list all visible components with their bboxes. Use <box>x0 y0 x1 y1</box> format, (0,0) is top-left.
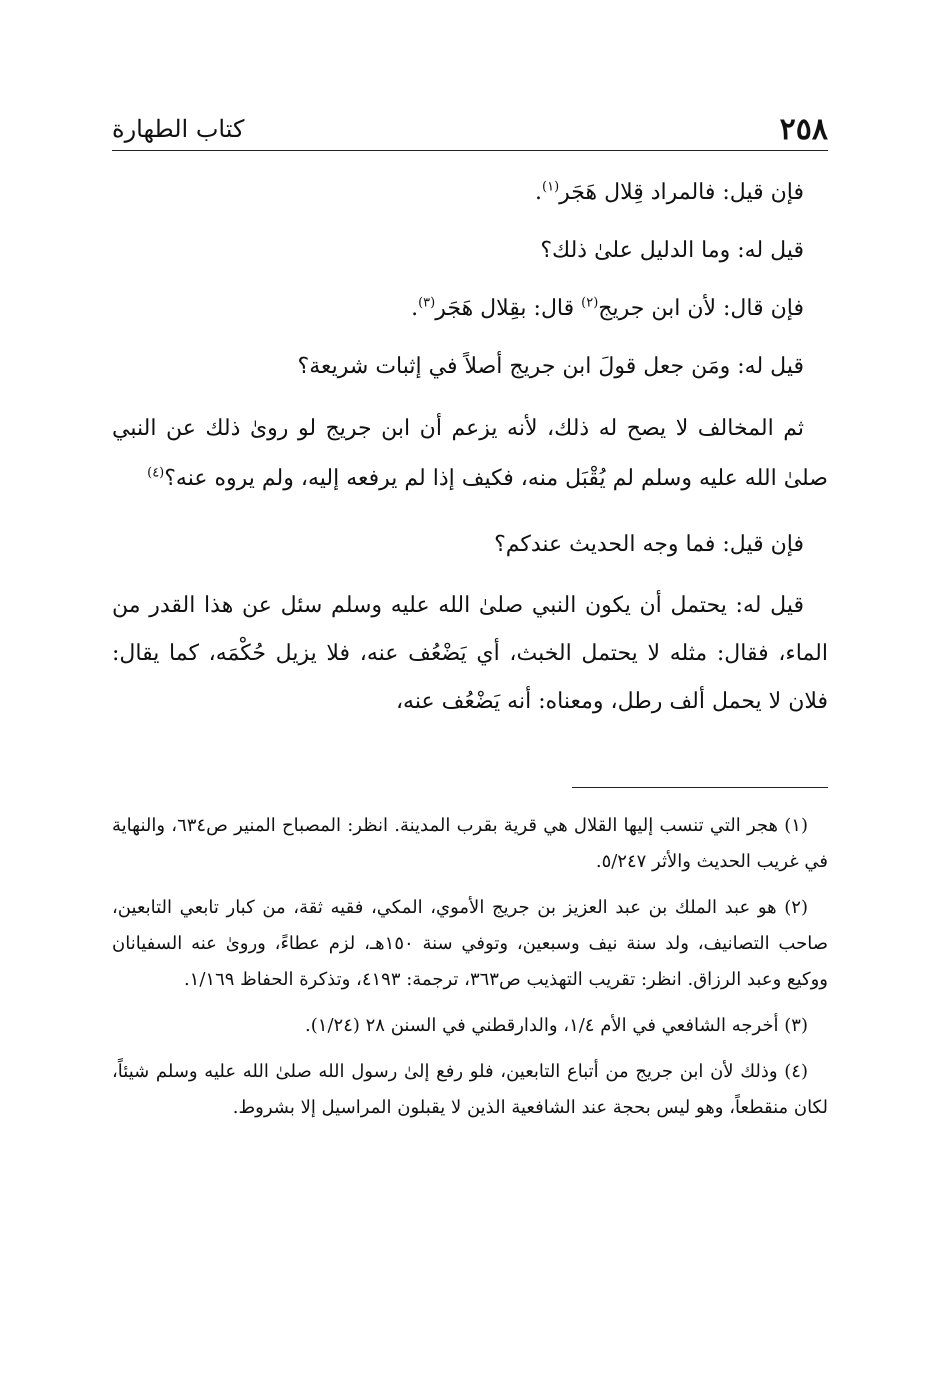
page-number: ٢٥٨ <box>779 111 828 147</box>
footnote-ref-1: (١) <box>542 179 560 195</box>
paragraph-3: فإن قال: لأن ابن جريج$^{(٢)}$ قال: بقِلال هَجَر$^{(٣)}$. <box>411 295 804 321</box>
paragraph-5: ثم المخالف لا يصح له ذلك، لأنه يزعم أن ابن جريج لو روىٰ ذلك عن النبي صلىٰ الله عليه وسلم لم يُقْبَل منه، فكيف إذا لم يرفعه إليه، ولم يروه عنه؟$^{(٤)}$ <box>112 416 828 491</box>
page-header <box>112 110 828 148</box>
footnote-separator <box>572 787 828 788</box>
main-text <box>112 164 828 726</box>
footnote-ref-2: (٢) <box>581 295 599 311</box>
footnote-4: (٤) وذلك لأن ابن جريج من أتباع التابعين، فلو رفع إلىٰ رسول الله صلىٰ الله عليه وسلم شيئاً، لكان منقطعاً، وهو ليس بحجة عند الشافعية الذين لا يقبلون المراسيل إلا بشروط. <box>112 1061 828 1118</box>
footnote-1: (١) هجر التي تنسب إليها القلال هي قرية بقرب المدينة. انظر: المصباح المنير ص٦٣٤، والنهاية في غريب الحديث والأثر ٥/٢٤٧. <box>112 815 828 872</box>
paragraph-2: قيل له: وما الدليل علىٰ ذلك؟ <box>540 238 804 263</box>
footnote-3: (٣) أخرجه الشافعي في الأم ١/٤، والدارقطني في السنن ٢٨ (١/٢٤). <box>305 1015 808 1036</box>
paragraph-6: فإن قيل: فما وجه الحديث عندكم؟ <box>494 532 804 557</box>
paragraph-1: فإن قيل: فالمراد قِلال هَجَر$^{(١)}$. <box>535 179 804 205</box>
footnote-ref-4: (٤) <box>147 465 165 481</box>
paragraph-4: قيل له: ومَن جعل قولَ ابن جريج أصلاً في إثبات شريعة؟ <box>297 354 804 379</box>
paragraph-7: قيل له: يحتمل أن يكون النبي صلىٰ الله عليه وسلم سئل عن هذا القدر من الماء، فقال: مثله لا يحتمل الخبث، أي يَضْعُف عنه، فلا يزيل حُكْمَه، كما يقال: فلان لا يحمل ألف رطل، ومعناه: أنه يَضْعُف عنه، <box>112 593 828 714</box>
book-title: كتاب الطهارة <box>112 115 245 143</box>
header-rule <box>112 150 828 151</box>
footnotes <box>112 808 828 1136</box>
footnote-ref-3: (٣) <box>418 295 436 311</box>
footnote-2: (٢) هو عبد الملك بن عبد العزيز بن جريج الأموي، المكي، فقيه ثقة، من كبار تابعي التابعين، صاحب التصانيف، ولد سنة نيف وسبعين، وتوفي سنة ١٥٠هـ، لزم عطاءً، وروىٰ عنه السفيانان ووكيع وعبد الرزاق. انظر: تقريب التهذيب ص٣٦٣، ترجمة: ٤١٩٣، وتذكرة الحفاظ ١/١٦٩. <box>112 897 828 990</box>
